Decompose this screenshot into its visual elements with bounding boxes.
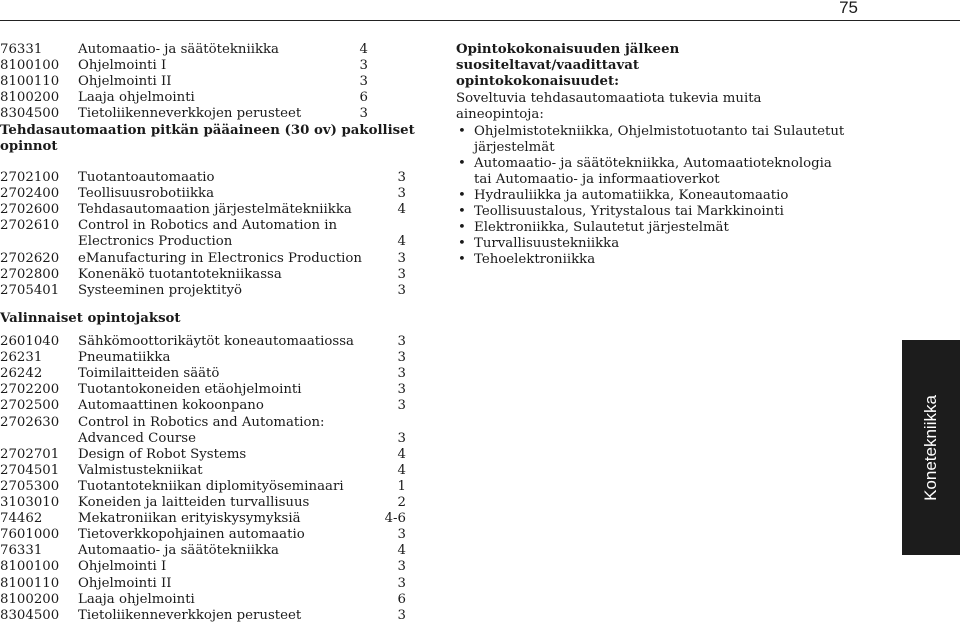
course-name: Tuotantoautomaatio [78, 170, 215, 185]
course-code: 26231 [0, 350, 43, 366]
course-code: 74462 [0, 511, 43, 527]
course-name: Mekatroniikan erityiskysymyksiä [78, 511, 301, 527]
recommended-studies [456, 42, 846, 268]
course-code: 8304500 [0, 607, 60, 623]
list-item: • Ohjelmistotekniikka, Ohjelmistotuotanto tai Sulautetut järjestelmät [456, 124, 846, 156]
course-credits: 6 [397, 591, 406, 607]
course-name: Tietoliikenneverkkojen perusteet [78, 106, 302, 122]
course-row [0, 202, 406, 218]
course-code: 2702500 [0, 398, 60, 414]
optional-heading: Valinnaiset opintojaksot [0, 311, 181, 326]
course-row [0, 106, 368, 122]
course-name: Koneiden ja laitteiden turvallisuus [78, 495, 310, 510]
course-code: 8100100 [0, 559, 60, 575]
course-name: Pneumatiikka [78, 350, 171, 366]
course-credits: 3 [397, 266, 406, 282]
course-credits: 3 [397, 366, 406, 382]
course-row [0, 543, 406, 559]
course-row [0, 350, 406, 366]
header-rule [0, 20, 960, 21]
recommended-intro: Soveltuvia tehdasautomaatiota tukevia muita aineopintoja: [456, 91, 762, 122]
course-row [0, 447, 406, 463]
course-code: 8100200 [0, 591, 60, 607]
course-code: 2702400 [0, 186, 60, 202]
course-credits: 4 [359, 42, 368, 57]
course-code: 8100200 [0, 90, 60, 106]
course-credits: 3 [397, 170, 406, 185]
side-tab-label: Konetekniikka [921, 394, 940, 501]
list-item: • Elektroniikka, Sulautetut järjestelmät [456, 220, 846, 236]
course-name: Automaatio- ja säätötekniikka [78, 543, 279, 559]
course-credits: 4 [397, 462, 406, 478]
course-row [0, 431, 406, 447]
course-row [0, 251, 406, 267]
course-row [0, 495, 406, 511]
course-code: 2704501 [0, 462, 60, 478]
course-credits: 3 [397, 186, 406, 202]
course-code: 26242 [0, 366, 43, 382]
course-code: 2705401 [0, 282, 60, 298]
course-name: Ohjelmointi I [78, 559, 167, 575]
course-credits: 3 [397, 382, 406, 398]
course-name: Systeeminen projektityö [78, 282, 242, 298]
course-row [0, 608, 406, 624]
recommended-heading-line2: opintokokonaisuudet: [456, 74, 620, 89]
course-code: 8100100 [0, 58, 60, 74]
course-credits: 3 [397, 575, 406, 591]
course-row [0, 415, 406, 431]
course-credits: 6 [359, 90, 368, 106]
course-row [0, 382, 406, 398]
recommended-heading-line1: Opintokokonaisuuden jälkeen suositeltavat/vaadittavat [456, 42, 680, 73]
course-credits: 1 [397, 478, 406, 494]
course-credits: 3 [359, 106, 368, 122]
course-name: Tietoverkkopohjainen automaatio [78, 527, 305, 543]
course-credits: 3 [397, 607, 406, 623]
course-row [0, 90, 368, 106]
course-row [0, 527, 406, 543]
page-number: 75 [839, 0, 858, 17]
course-name: Ohjelmointi II [78, 575, 172, 591]
course-row [0, 74, 368, 90]
course-credits: 3 [397, 398, 406, 414]
course-credits: 2 [397, 495, 406, 510]
course-row [0, 186, 406, 202]
course-name: Design of Robot Systems [78, 446, 247, 462]
course-row [0, 511, 406, 527]
course-credits: 4 [397, 202, 406, 218]
course-name: Advanced Course [78, 430, 196, 446]
course-name: Ohjelmointi I [78, 58, 167, 74]
course-name: Valmistustekniikat [78, 462, 203, 478]
course-name: Sähkömoottorikäytöt koneautomaatiossa [78, 334, 354, 349]
course-row [0, 42, 368, 58]
course-code: 3103010 [0, 495, 60, 510]
course-row [0, 559, 406, 575]
course-code: 2702200 [0, 382, 60, 398]
course-code: 8304500 [0, 106, 60, 122]
course-code: 2601040 [0, 334, 60, 349]
course-name: Tehdasautomaation järjestelmätekniikka [78, 202, 352, 218]
course-code: 2702610 [0, 218, 60, 234]
course-row [0, 576, 406, 592]
course-code: 76331 [0, 543, 43, 559]
course-name: Automaatio- ja säätötekniikka [78, 42, 279, 57]
course-credits: 3 [397, 282, 406, 298]
course-code: 2702620 [0, 250, 60, 266]
course-credits: 3 [397, 350, 406, 366]
course-name: Control in Robotics and Automation: [78, 414, 325, 430]
course-name: Teollisuusrobotiikka [78, 186, 215, 202]
course-credits: 3 [397, 334, 406, 349]
course-row [0, 592, 406, 608]
course-name: Tuotantokoneiden etäohjelmointi [78, 382, 302, 398]
course-credits: 3 [397, 559, 406, 575]
course-credits: 4 [397, 234, 406, 250]
mandatory-heading-line2: opinnot [0, 139, 58, 154]
course-name: Laaja ohjelmointi [78, 90, 195, 106]
course-credits: 3 [397, 250, 406, 266]
course-name: Laaja ohjelmointi [78, 591, 195, 607]
course-row [0, 334, 406, 350]
course-code: 2702800 [0, 266, 60, 282]
recommended-list [456, 124, 846, 268]
list-item: • Tehoelektroniikka [456, 252, 846, 268]
course-row [0, 283, 406, 299]
course-code: 2702701 [0, 446, 60, 462]
course-row [0, 170, 406, 186]
course-credits: 4-6 [384, 511, 406, 527]
list-item: • Teollisuustalous, Yritystalous tai Markkinointi [456, 204, 846, 220]
course-row [0, 267, 406, 283]
course-row [0, 398, 406, 414]
course-code: 2702630 [0, 414, 60, 430]
course-name: Electronics Production [78, 234, 233, 250]
course-credits: 4 [397, 543, 406, 559]
list-item: • Turvallisuustekniikka [456, 236, 846, 252]
course-code: 7601000 [0, 527, 60, 543]
course-name: eManufacturing in Electronics Production [78, 250, 362, 266]
course-name: Ohjelmointi II [78, 74, 172, 90]
course-credits: 3 [397, 527, 406, 543]
course-name: Automaattinen kokoonpano [78, 398, 264, 414]
course-credits: 3 [397, 430, 406, 446]
course-code: 2702600 [0, 202, 60, 218]
course-name: Toimilaitteiden säätö [78, 366, 220, 382]
course-credits: 3 [359, 58, 368, 74]
course-name: Control in Robotics and Automation in [78, 218, 338, 234]
course-row [0, 463, 406, 479]
course-row [0, 479, 406, 495]
course-code: 2705300 [0, 478, 60, 494]
course-row [0, 218, 406, 234]
course-name: Konenäkö tuotantotekniikassa [78, 266, 282, 282]
course-name: Tietoliikenneverkkojen perusteet [78, 607, 302, 623]
course-row [0, 234, 406, 250]
mandatory-heading [0, 123, 415, 155]
list-item: • Hydrauliikka ja automatiikka, Koneautomaatio [456, 188, 846, 204]
list-item: • Automaatio- ja säätötekniikka, Automaatioteknologia tai Automaatio- ja informaatioverkot [456, 156, 846, 188]
course-credits: 3 [359, 74, 368, 90]
course-code: 2702100 [0, 170, 60, 185]
course-code: 8100110 [0, 74, 60, 90]
course-code: 76331 [0, 42, 43, 57]
mandatory-heading-line1: Tehdasautomaation pitkän pääaineen (30 ov) pakolliset [0, 123, 415, 138]
course-code: 8100110 [0, 575, 60, 591]
course-row [0, 58, 368, 74]
course-credits: 4 [397, 446, 406, 462]
course-name: Tuotantotekniikan diplomityöseminaari [78, 478, 344, 494]
section-side-tab [902, 340, 960, 555]
course-row [0, 366, 406, 382]
